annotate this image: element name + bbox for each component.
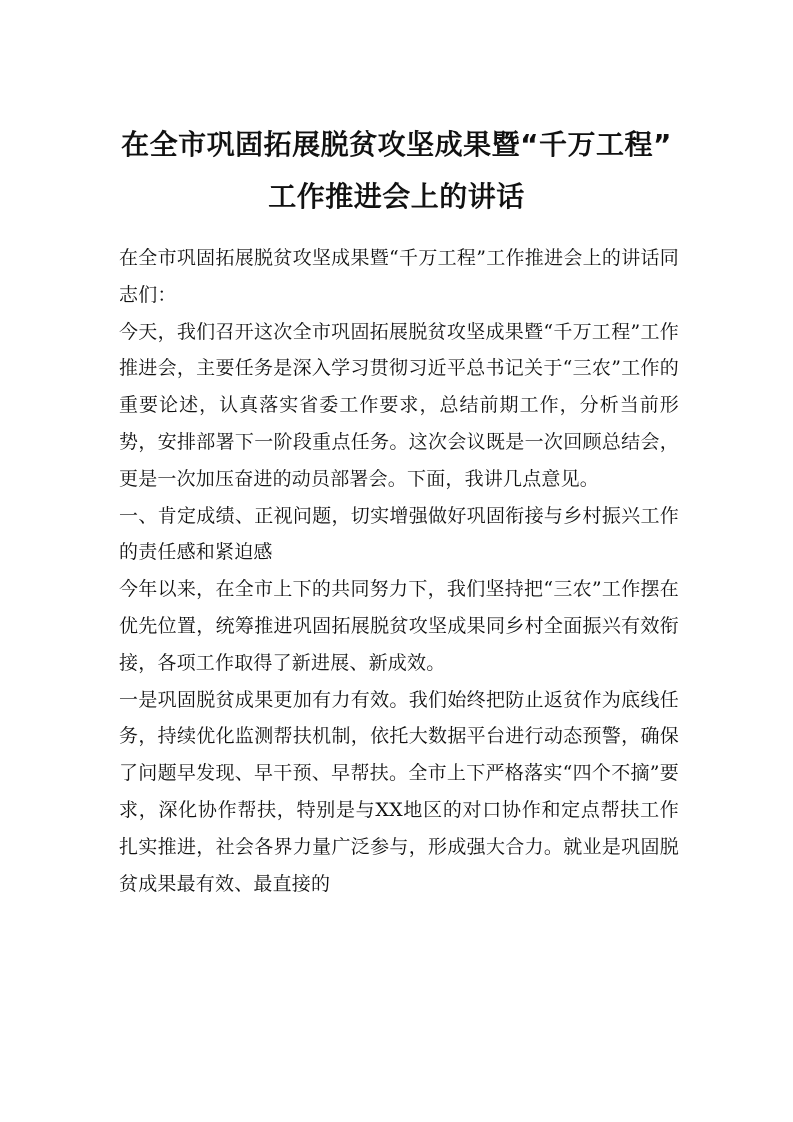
paragraph-salutation: 在全市巩固拓展脱贫攻坚成果暨“千万工程”工作推进会上的讲话同志们： <box>119 247 679 306</box>
document-title <box>0 120 793 222</box>
paragraph-point-one: 一是巩固脱贫成果更加有力有效。我们始终把防止返贫作为底线任务，持续优化监测帮扶机制，依托大数据平台进行动态预警，确保了问题早发现、早干预、早帮扶。全市上下严格落实“四个不摘”要求，深化协作帮扶，特别是与XX地区的对口协作和定点帮扶工作扎实推进，社会各界力量广泛参与，形成强大合力。就业是巩固脱贫成果最有效、最直接的 <box>119 688 679 895</box>
document-body <box>119 240 679 902</box>
paragraph-intro: 今天，我们召开这次全市巩固拓展脱贫攻坚成果暨“千万工程”工作推进会，主要任务是深入学习贯彻习近平总书记关于“三农”工作的重要论述，认真落实省委工作要求，总结前期工作，分析当前形势，安排部署下一阶段重点任务。这次会议既是一次回顾总结会，更是一次加压奋进的动员部署会。下面，我讲几点意见。 <box>119 320 679 490</box>
title-line-1: 在全市巩固拓展脱贫攻坚成果暨“千万工程” <box>121 128 672 161</box>
paragraph-achievements: 今年以来，在全市上下的共同努力下，我们坚持把“三农”工作摆在优先位置，统筹推进巩固拓展脱贫攻坚成果同乡村全面振兴有效衔接，各项工作取得了新进展、新成效。 <box>119 578 679 674</box>
title-line-2: 工作推进会上的讲话 <box>268 180 525 213</box>
paragraph-section-heading: 一、肯定成绩、正视问题，切实增强做好巩固衔接与乡村振兴工作的责任感和紧迫感 <box>119 504 679 564</box>
